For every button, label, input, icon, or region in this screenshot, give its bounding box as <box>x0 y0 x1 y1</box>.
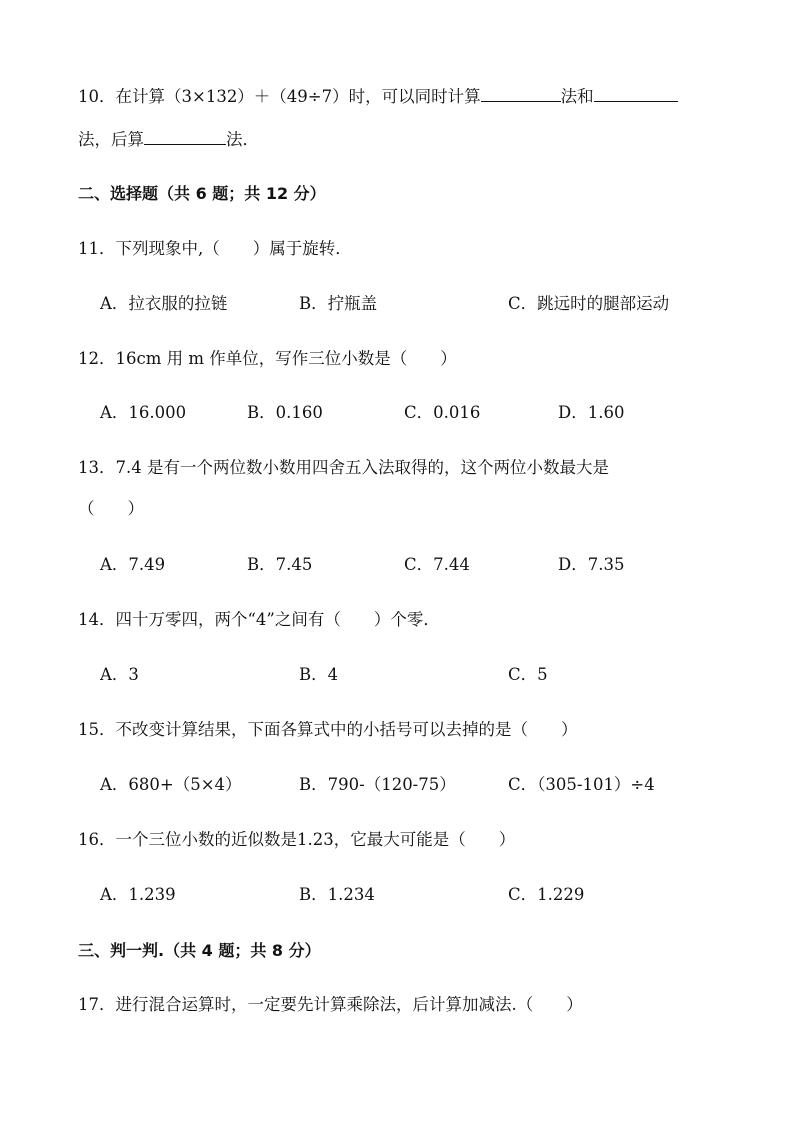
q13-option-a[interactable]: A．7.49 <box>100 555 166 574</box>
answer-blank-2[interactable] <box>594 86 678 102</box>
question-10-line1 <box>78 86 678 108</box>
section-2-heading: 二、选择题（共 6 题；共 12 分） <box>78 184 326 203</box>
q10-text-3: 法，后算 <box>78 130 144 149</box>
question-11-stem: 11．下列现象中,（ ）属于旋转． <box>78 239 352 258</box>
answer-blank-1[interactable] <box>481 86 561 102</box>
q16-option-b[interactable]: B．1.234 <box>299 885 375 904</box>
q13-option-b[interactable]: B．7.45 <box>247 555 313 574</box>
question-14-stem: 14．四十万零四，两个“4”之间有（ ）个零． <box>78 610 440 629</box>
q12-option-a[interactable]: A．16.000 <box>100 403 187 422</box>
q13-option-d[interactable]: D．7.35 <box>558 555 625 574</box>
q15-option-a[interactable]: A．680+（5×4） <box>100 775 242 794</box>
question-12-stem: 12．16cm 用 m 作单位，写作三位小数是（ ） <box>78 349 457 368</box>
q15-option-b[interactable]: B．790-（120-75） <box>299 775 456 794</box>
q10-text-1: 10．在计算（3×132）＋（49÷7）时，可以同时计算 <box>78 87 481 106</box>
q10-text-2: 法和 <box>560 87 594 106</box>
q16-option-a[interactable]: A．1.239 <box>100 885 176 904</box>
q16-option-c[interactable]: C．1.229 <box>508 885 585 904</box>
q12-option-b[interactable]: B．0.160 <box>247 403 323 422</box>
question-10-line2 <box>78 129 259 151</box>
q14-option-c[interactable]: C．5 <box>508 665 548 684</box>
section-3-heading: 三、判一判.（共 4 题；共 8 分） <box>78 941 321 960</box>
q12-option-c[interactable]: C．0.016 <box>404 403 481 422</box>
q14-option-b[interactable]: B．4 <box>299 665 339 684</box>
question-15-stem: 15．不改变计算结果，下面各算式中的小括号可以去掉的是（ ） <box>78 720 578 739</box>
question-17-stem: 17．进行混合运算时，一定要先计算乘除法，后计算加减法.（ ） <box>78 995 583 1014</box>
q14-option-a[interactable]: A．3 <box>100 665 139 684</box>
q12-option-d[interactable]: D．1.60 <box>558 403 625 422</box>
question-13-stem-cont: （ ） <box>78 499 144 518</box>
q15-option-c[interactable]: C．（305-101）÷4 <box>508 775 655 794</box>
answer-blank-3[interactable] <box>144 129 226 145</box>
q10-text-4: 法． <box>226 130 259 149</box>
q11-option-c[interactable]: C．跳远时的腿部运动 <box>508 294 670 313</box>
q11-option-b[interactable]: B．拧瓶盖 <box>299 294 378 313</box>
q13-option-c[interactable]: C．7.44 <box>404 555 470 574</box>
question-16-stem: 16．一个三位小数的近似数是1.23，它最大可能是（ ） <box>78 830 516 849</box>
question-13-stem: 13．7.4 是有一个两位数小数用四舍五入法取得的，这个两位小数最大是 <box>78 458 609 477</box>
q11-option-a[interactable]: A．拉衣服的拉链 <box>100 294 228 313</box>
